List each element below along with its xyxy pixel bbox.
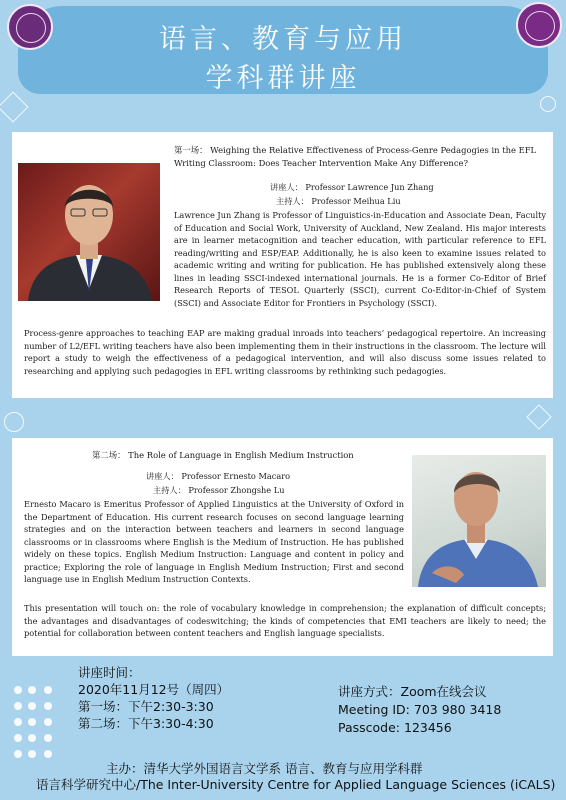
seal-ring-icon bbox=[525, 11, 555, 41]
organizer-line1: 主办：清华大学外国语言文学系 语言、教育与应用学科群 bbox=[106, 761, 423, 776]
decorative-circle bbox=[4, 412, 24, 432]
session2-speaker: 讲座人： Professor Ernesto Macaro bbox=[146, 471, 291, 481]
schedule-label: 讲座时间： bbox=[78, 665, 141, 680]
decorative-diamond bbox=[526, 404, 551, 429]
speaker2-portrait-icon bbox=[412, 455, 546, 587]
university-seal-left bbox=[7, 4, 53, 50]
meeting-mode: 讲座方式：Zoom在线会议 bbox=[338, 684, 487, 699]
meeting-passcode: Passcode: 123456 bbox=[338, 720, 452, 735]
seal-ring-icon bbox=[16, 13, 46, 43]
poster-title-line1: 语言、教育与应用 bbox=[159, 24, 407, 55]
decorative-circle bbox=[540, 96, 556, 112]
session1-host: 主持人： Professor Meihua Liu bbox=[276, 196, 401, 206]
session1-abstract: Process-genre approaches to teaching EAP are making gradual inroads into teachers’ pedagogical repertoire. An increasing number of L2/EFL writing teachers have also been implementing them in their instructions in the classroom. The lecture will report a study to weigh the effectiveness of a pedagogical intervention, and will also discuss some issues related to researching and applying such pedagogies in EFL writing classrooms by rethinking such pedagogies. bbox=[24, 328, 546, 376]
schedule-session2: 第二场：下午3:30-4:30 bbox=[78, 716, 214, 731]
session2-title: 第二场： The Role of Language in English Medium Instruction bbox=[92, 450, 354, 460]
organizer-line2: 语言科学研究中心/The Inter-University Centre for Applied Language Sciences (iCALS) bbox=[36, 777, 556, 792]
speaker1-portrait-icon bbox=[18, 163, 160, 301]
session1-speaker: 讲座人： Professor Lawrence Jun Zhang bbox=[270, 182, 434, 192]
session2-abstract: This presentation will touch on: the role of vocabulary knowledge in comprehension; the explanation of difficult concepts; the advantages and disadvantages of codeswitching; the kinds of competencies that EMI teachers are likely to need; the potential for collaboration between content teachers and English language specialists. bbox=[24, 603, 546, 638]
session2-host: 主持人： Professor Zhongshe Lu bbox=[153, 485, 285, 495]
poster-title-line2: 学科群讲座 bbox=[205, 63, 361, 94]
speaker1-photo bbox=[18, 163, 160, 301]
session1-title: 第一场： Weighing the Relative Effectiveness of Process-Genre Pedagogies in the EFL Writing Classroom: Does Teacher Intervention Make Any Difference? bbox=[174, 145, 537, 168]
session2-speaker-bio: Ernesto Macaro is Emeritus Professor of Applied Linguistics at the University of Oxford in the Department of Education. His current research focuses on second language learning strategies and on the interaction between teachers and learners in second language classrooms or in classrooms where English is the Medium of Instruction. He has published widely on these topics. English Medium Instruction: Language and content in policy and practice; Exploring the role of language in English Medium Instruction; First and second language use in English Medium Instruction Contexts. bbox=[24, 499, 404, 584]
meeting-id: Meeting ID: 703 980 3418 bbox=[338, 702, 502, 717]
speaker2-photo bbox=[412, 455, 546, 587]
decorative-diamond bbox=[0, 91, 29, 122]
university-seal-right bbox=[516, 2, 562, 48]
schedule-session1: 第一场：下午2:30-3:30 bbox=[78, 699, 214, 714]
schedule-date: 2020年11月12号（周四） bbox=[78, 682, 230, 697]
session1-speaker-bio: Lawrence Jun Zhang is Professor of Linguistics-in-Education and Associate Dean, Faculty of Education and Social Work, University of Auckland, New Zealand. His major interests are in learner metacognition and teacher education, with particular reference to EFL reading/writing and ESP/EAP. Additionally, he is also keen to examine issues related to academic writing and writing for publication. He has published extensively along these lines in leading SSCI-indexed international journals. He is a former Co-Editor of Brief Research Reports of TESOL Quarterly (SSCI), current Co-Editor-in-Chief of System (SSCI) and Associate Editor for Frontiers in Psychology (SSCI). bbox=[174, 210, 546, 308]
